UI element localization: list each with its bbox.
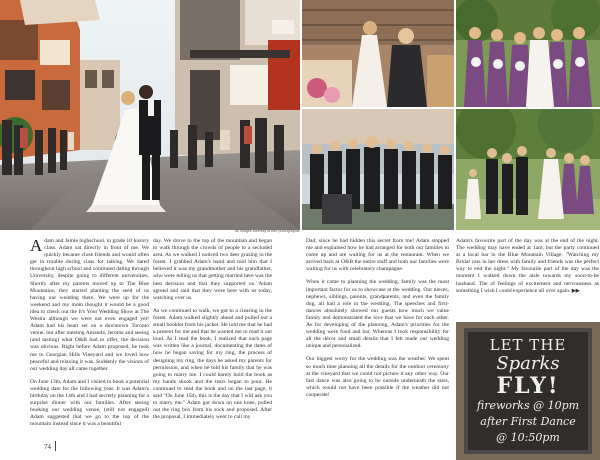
column-1-paragraph-2: On June 13th, Adam and I visited to book a potential wedding date for the following year. It was Adam's birthday on the 14th and I had secretly planning for a surprise dinner with our families. After seeing booking our wedding venue, (still not engaged) Adam suggested that we go to the top of the mountain instead since it was a beautiful: [30, 378, 149, 428]
wedding-party-photo-art: [456, 109, 600, 230]
bride-getting-ready-photo-art: [302, 0, 454, 107]
bridesmaids-photo-art: [456, 0, 600, 107]
column-3-paragraph-1: Dad, since he had hidden this secret from me! Adam stopped me and explained how he had arranged for both our families to come up and are waiting for us at the restaurant. When we arrived back at O&B the entire staff and both our families were waiting for us with celebratory champagne.: [306, 238, 449, 273]
column-3-paragraph-2: When it came to planning the wedding, family was the most important factor for us to showcase at the wedding. Our nieces, nephews, siblings, parents, grandparents, and even the family dog, all had a role in the wedding. The speeches and first-dances absolutely showed our guests how much we value family and demonstrated the love that we have for each other. As for developing of the planning, Adam's priorities for the wedding were food and bar. Whereas I took responsibility for all the décor and small details that I felt made our wedding unique and personalized.: [306, 279, 449, 350]
chalk-line-3: FLY!: [496, 373, 560, 399]
chalk-line-4: fireworks @ 10pm: [476, 399, 580, 412]
column-2-paragraph-1: day. We drove to the top of the mountain and began to walk through the crowds of people to a secluded area. As we walked I noticed two deer grazing in the forest. I grabbed Adam's hand and told him that I believed it was my grandmother and his grandfather, who were telling us that getting married here was the best decision and that they supported us. Adam agreed and said that they were here with us today, watching over us.: [153, 238, 272, 301]
column-4-paragraph-1: [456, 238, 599, 295]
column-1-paragraph-1: [30, 238, 149, 373]
column-4-paragraph-1-text: Adam's favourite part of the day was at the end of the night. The wedding may have ended at 1am, but the party continued at a local bar in the Blue Mountain Village. "Watching my Bridal cars in her dress with family and friends was the perfect way to end the night." My favourite part of the day was the moment I walked down the aisle towards my soon-to-be husband. The of feelings of excitement and nervousness as something I wish I could experience all over again.: [456, 238, 599, 294]
chalk-line-1: LET THE: [489, 336, 567, 354]
chalk-line-5: after First Dance: [480, 415, 576, 428]
bridesmaids-photo: [456, 0, 600, 107]
article-column-4: [456, 238, 599, 301]
couple-kiss-photo-art: [0, 0, 300, 230]
bride-getting-ready-photo: [302, 0, 454, 107]
article-column-2: [153, 238, 272, 427]
article-column-3: [306, 238, 449, 405]
page-number-rule: [55, 441, 56, 451]
article-column-1: [30, 238, 149, 434]
page-number: 74: [44, 443, 51, 451]
couple-kiss-photo: [0, 0, 300, 230]
column-1-paragraph-1-text: dam and Jamie highschool, in grade 10 history class. Adam sat directly in front of me. We quickly became close friends and would often get in trouble during class for talking. We dated throughout high school and continued dating through University, despite going to different universities. Shortly after my parents moved up to The Blue Mountains, they started planting the seed of us having our wedding there. We were up for the weekend and my mom thought it would be a good idea to check out the It's Your Wedding Show at The Westin although we were not even engaged yet! Adam had his heart set on a downtown Toronto venue, but after meeting Amanda, Jerome and seeing (and tasting) what O&B had to offer, the decision was obvious. Right before Adam proposed, he took me to Georgian Hills Vineyard and we loved how peaceful and relaxing it was. Suddenly the visions of our wedding day all came together.: [30, 238, 150, 372]
column-2-paragraph-2: As we continued to walk, we got to a clearing in the forest. Adam walked slightly ahead and pulled out a small booklet from his jacket. He told me that he had a present for me and that he wanted me to read it out loud. As I read the book, I realized that each page was written like a journal, documenting the dates of how he began saving for my ring, the process of designing my ring, the days he asked my parents for permission, and when he told his family that he was going to marry me. I could barely hold the book as my hands shook and the tears began to pour. He continued to read the book and on the last page, it said "On June 15th, this is the day that I will ask you to marry me." Adam got down on one knee, pulled out the ring box from his sock and proposed. After the proposal, I immediately went to call my: [153, 307, 272, 421]
chalk-line-6: @ 10:50pm: [496, 431, 560, 444]
chalkboard-sign-photo: [456, 322, 600, 460]
groomsmen-photo-art: [302, 109, 454, 230]
chalk-line-2: Sparks: [496, 353, 560, 374]
drop-cap: A: [30, 236, 43, 255]
groomsmen-photo: [302, 109, 454, 230]
column-3-paragraph-3: Our biggest worry for the wedding was the weather. We spent so much time planning all the details for the outdoor ceremony at the vineyard that we could not picture it any other way. Our fast dance was also going to be outside underneath the stars, which would not have been possible if the weather did not cooperate!: [306, 356, 449, 398]
end-mark-icon: ▶▶: [571, 288, 580, 294]
photo-credit: All images courtesy of Bee photographie: [235, 229, 300, 233]
wedding-party-photo: [456, 109, 600, 230]
chalkboard-text: [468, 332, 588, 450]
